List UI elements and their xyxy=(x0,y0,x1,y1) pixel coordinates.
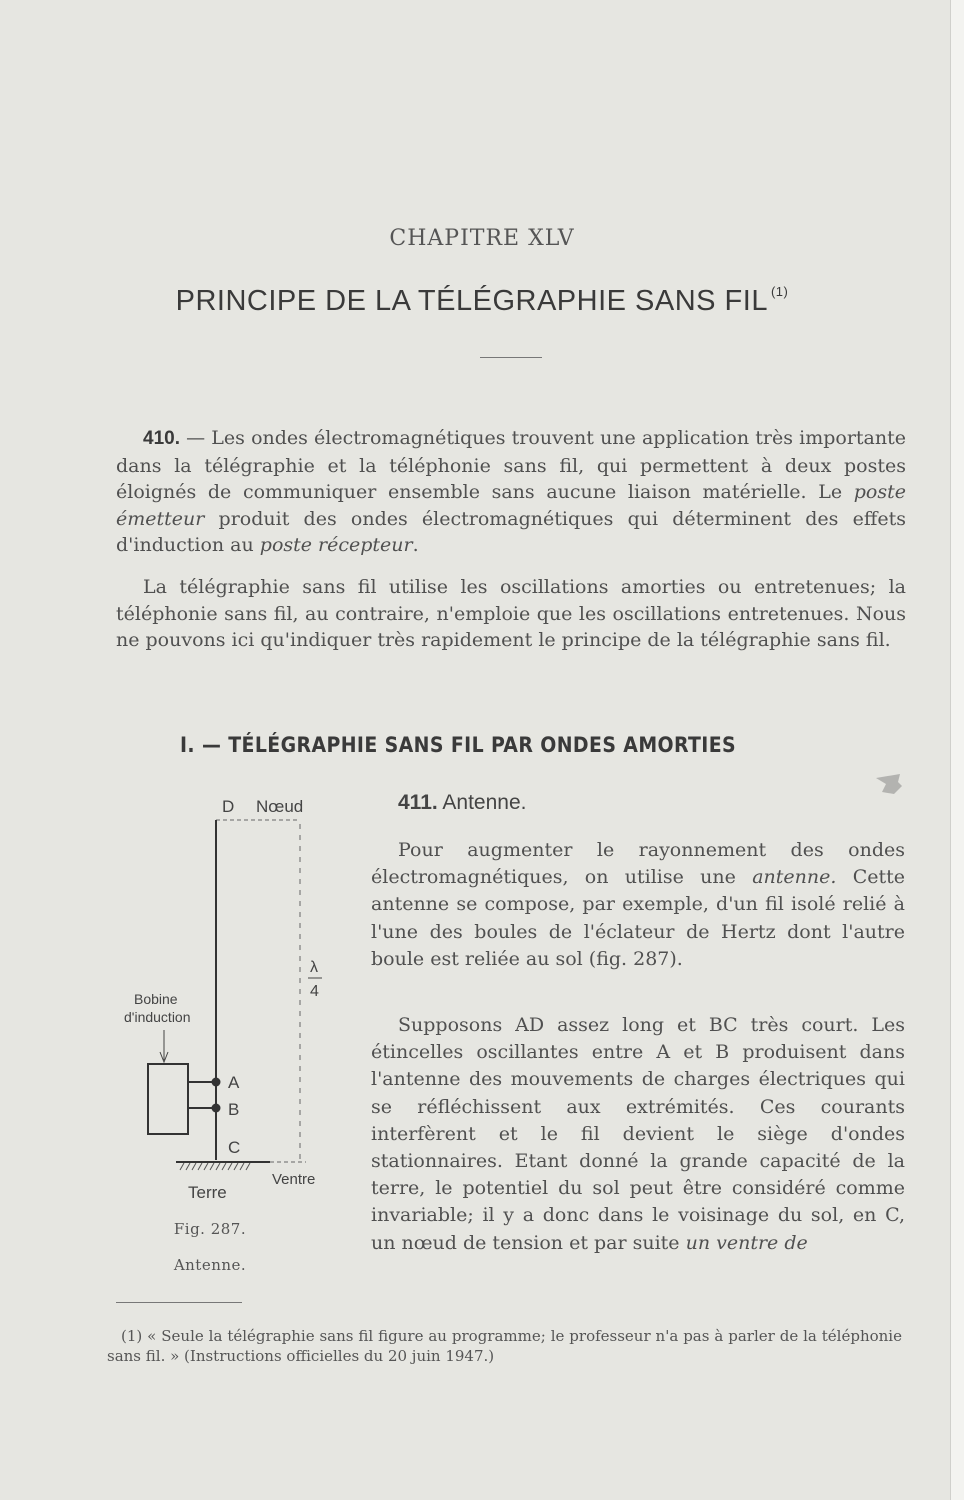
ball-b xyxy=(212,1104,221,1113)
footnote: (1) « Seule la télégraphie sans fil figure au programme; le professeur n'a pas à parler de la téléphonie sans fil. » (Instructions officielles du 20 juin 1947.) xyxy=(107,1327,902,1365)
term-antenne: antenne. xyxy=(752,866,837,889)
label-bobine: Bobine xyxy=(134,991,178,1007)
label-induction: d'induction xyxy=(124,1009,191,1025)
label-four: 4 xyxy=(310,983,319,1000)
label-b: B xyxy=(228,1100,240,1119)
chapter-title xyxy=(0,284,964,318)
paragraph-410 xyxy=(116,425,906,559)
figure-number: Fig. 287. xyxy=(173,1220,247,1238)
ground-hatching-icon xyxy=(180,1163,250,1170)
label-noeud: Nœud xyxy=(256,797,304,816)
subsection-number: 411. xyxy=(398,791,438,814)
paragraph-text: Cette antenne se compose, par exemple, d'un fil isolé relié à l'une des boules de l'éclateur de Hertz dont l'autre boule est reliée au sol (fig. 287). xyxy=(371,866,905,970)
paragraph-antenne-1 xyxy=(371,837,905,973)
ball-a xyxy=(212,1078,221,1087)
footnote-ref: (1) xyxy=(770,284,789,299)
chapter-title-text: PRINCIPE DE LA TÉLÉGRAPHIE SANS FIL xyxy=(175,285,768,317)
paragraph-text: — Les ondes électromagnétiques trouvent une application très importante dans la télégraphie et la téléphonie sans fil, qui permettent à deux postes éloignés de communiquer ensemble sans aucune liaison matérielle. Le xyxy=(116,427,906,503)
footnote-divider xyxy=(116,1302,242,1303)
term-poste-recepteur: poste récepteur xyxy=(259,534,413,556)
term-poste-emetteur: poste émetteur xyxy=(116,481,906,530)
paragraph-number: 410. xyxy=(143,428,180,449)
section-heading: I. — TÉLÉGRAPHIE SANS FIL PAR ONDES AMORTIES xyxy=(180,733,737,757)
paragraph-text: Supposons AD assez long et BC très court. Les étincelles oscillantes entre A et B produisent dans l'antenne des mouvements de charges électriques qui se réfléchissent aux extrémités. Ces courants interfèrent et le fil devient le siège d'ondes stationnaires. Etant donné la grande capacité de la terre, le potentiel du sol peut être considéré comme invariable; il y a donc dans le voisinage du sol, en C, un nœud de tension et par suite xyxy=(371,1014,905,1254)
label-c: C xyxy=(228,1138,241,1157)
label-lambda: λ xyxy=(310,959,318,976)
label-ventre: Ventre xyxy=(272,1171,316,1188)
term-ventre: un ventre de xyxy=(685,1231,808,1254)
antenna-figure xyxy=(120,780,350,1200)
chapter-heading: CHAPITRE XLV xyxy=(389,226,575,251)
subsection-title: Antenne. xyxy=(442,791,527,814)
paragraph-text: . xyxy=(412,534,419,556)
paragraph-text: produit des ondes électromagnétiques qui déterminent des effets d'induction au xyxy=(116,507,906,556)
title-divider xyxy=(480,357,542,358)
label-d: D xyxy=(222,797,235,816)
subsection-heading-411 xyxy=(398,791,526,815)
paragraph-antenne-2 xyxy=(371,1012,905,1257)
paragraph-intro-2: La télégraphie sans fil utilise les oscillations amorties ou entretenues; la téléphonie sans fil, au contraire, n'emploie que les oscillations entretenues. Nous ne pouvons ici qu'indiquer très rapidement le principe de la télégraphie sans fil. xyxy=(116,576,906,651)
label-a: A xyxy=(228,1073,240,1092)
paragraph-text: Pour augmenter le rayonnement des ondes électromagnétiques, on utilise une xyxy=(371,839,905,889)
figure-caption: Antenne. xyxy=(173,1256,247,1274)
page-edge xyxy=(950,0,964,1500)
label-terre: Terre xyxy=(188,1183,227,1200)
stamp-mark xyxy=(872,772,904,798)
induction-coil xyxy=(148,1064,188,1134)
